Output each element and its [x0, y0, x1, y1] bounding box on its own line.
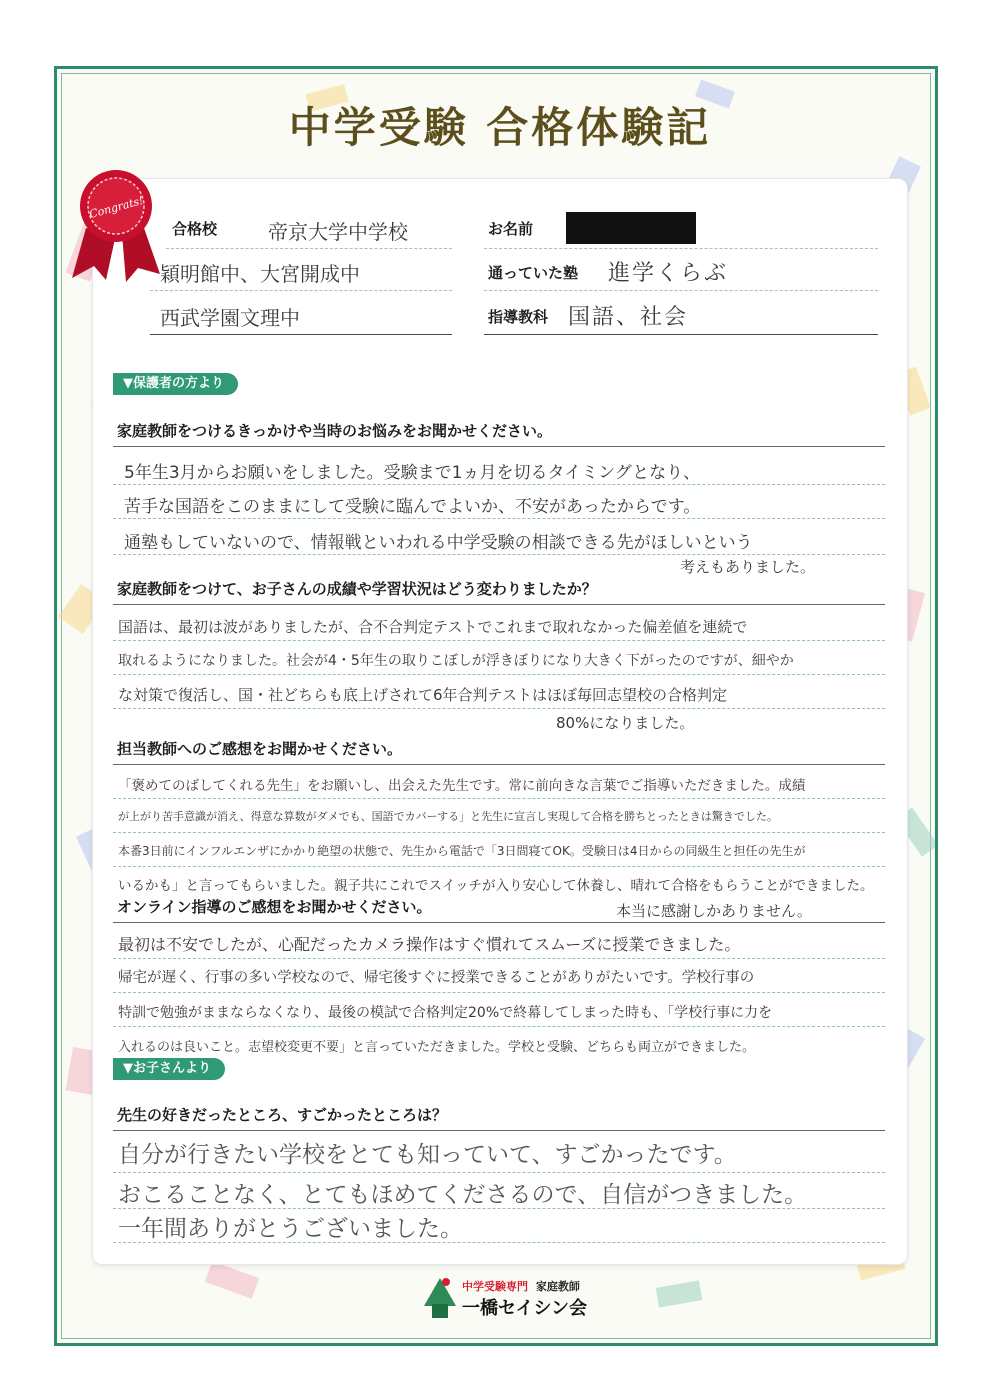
child-question: 先生の好きだったところ、すごかったところは？ [117, 1106, 448, 1124]
answer-2-line-4: 80%になりました。 [556, 714, 695, 732]
redacted-name [566, 212, 696, 244]
question-underline [113, 604, 885, 605]
ribbon-text: Congrats! [87, 193, 145, 221]
answer-1-line-1: 5年生3月からお願いをしました。受験まで1ヵ月を切るタイミングとなり、 [124, 463, 701, 483]
answer-1-line-3: 通塾もしていないので、情報戦といわれる中学受験の相談できる先がほしいという [124, 533, 753, 553]
divider [150, 334, 452, 335]
question-4: オンライン指導のご感想をお聞かせください。 [117, 898, 432, 916]
ruled-line [113, 484, 885, 485]
congrats-ribbon-icon [64, 166, 168, 286]
school-label: 合格校 [172, 220, 218, 238]
juku-label: 通っていた塾 [488, 264, 579, 282]
answer-4-line-2: 帰宅が遅く、行事の多い学校なので、帰宅後すぐに授業できることがありがたいです。学校行事の [118, 970, 755, 986]
question-3: 担当教師へのご感想をお聞かせください。 [117, 740, 403, 758]
ruled-line [113, 1208, 885, 1209]
ruled-line [113, 832, 885, 833]
ruled-line [113, 798, 885, 799]
juku-value: 進学くらぶ [608, 261, 729, 286]
child-answer-line-3: 一年間ありがとうございました。 [118, 1216, 463, 1242]
question-underline [113, 446, 885, 447]
tree-logo-icon [420, 1276, 460, 1320]
question-underline [113, 764, 885, 765]
footer-tagline [462, 1278, 580, 1294]
answer-4-line-1: 最初は不安でしたが、心配だったカメラ操作はすぐ慣れてスムーズに授業できました。 [118, 935, 741, 954]
divider [166, 248, 452, 249]
footer-tagline-black: 家庭教師 [535, 1280, 580, 1293]
ruled-line [113, 554, 885, 555]
ruled-line [113, 866, 885, 867]
school-line-1: 帝京大学中学校 [268, 220, 408, 244]
school-line-3: 西武学園文理中 [160, 306, 300, 330]
ruled-line [113, 1026, 885, 1027]
ruled-line [113, 958, 885, 959]
subject-value: 国語、社会 [568, 305, 689, 330]
answer-3-line-4: いるかも」と言ってもらいました。親子共にこれでスイッチが入り安心して休養し、晴れて合格をもらうことができました。 [118, 878, 874, 894]
question-1: 家庭教師をつけるきっかけや当時のお悩みをお聞かせください。 [117, 422, 553, 440]
parent-section-tag: ▼保護者の方より [113, 373, 238, 395]
footer-tagline-red: 中学受験専門 [462, 1280, 528, 1293]
answer-3-line-3: 本番3日前にインフルエンザにかかり絶望の状態で、先生から電話で「3日間寝てOK。受験日は4日からの同級生と担任の先生が [118, 844, 806, 858]
ruled-line [113, 992, 885, 993]
question-underline [113, 922, 885, 923]
ruled-line [113, 1242, 885, 1243]
answer-2-line-3: な対策で復活し、国・社どちらも底上げされて6年合判テストはほぼ毎回志望校の合格判定 [118, 686, 727, 704]
answer-4-line-4: 入れるのは良いこと。志望校変更不要」と言っていただきました。学校と受験、どちらも両立ができました。 [118, 1040, 756, 1055]
divider [484, 290, 878, 291]
answer-2-line-1: 国語は、最初は波がありましたが、合不合判定テストでこれまで取れなかった偏差値を連続で [118, 618, 748, 636]
name-label: お名前 [488, 220, 534, 238]
child-answer-line-1: 自分が行きたい学校をとても知っていて、すごかったです。 [118, 1142, 737, 1168]
answer-2-line-2: 取れるようになりました。社会が4・5年生の取りこぼしが浮きぼりになり大きく下がったのですが、細やか [118, 653, 794, 669]
divider [484, 248, 878, 249]
ruled-line [113, 674, 885, 675]
answer-1-line-4: 考えもありました。 [680, 558, 816, 576]
child-section-tag: ▼お子さんより [113, 1058, 225, 1080]
question-2: 家庭教師をつけて、お子さんの成績や学習状況はどう変わりましたか？ [117, 580, 597, 598]
content-card [92, 178, 908, 1265]
school-line-2: 穎明館中、大宮開成中 [160, 262, 360, 286]
answer-3-line-1: 「褒めてのばしてくれる先生」をお願いし、出会えた先生です。常に前向きな言葉でご指導いただきました。成績 [118, 778, 806, 794]
ruled-line [113, 708, 885, 709]
ruled-line [113, 518, 885, 519]
ruled-line [113, 640, 885, 641]
answer-3-line-2: が上がり苦手意識が消え、得意な算数がダメでも、国語でカバーする」と先生に宣言し実現して合格を勝ちとったときは驚きでした。 [118, 810, 778, 823]
answer-4-line-3: 特訓で勉強がままならなくなり、最後の模試で合格判定20%で終幕してしまった時も、「学校行事に力を [118, 1005, 773, 1021]
footer-company: 一橋セイシン会 [462, 1298, 588, 1319]
ruled-line [113, 1172, 885, 1173]
child-answer-line-2: おこることなく、とてもほめてくださるので、自信がつきました。 [118, 1182, 808, 1208]
page-title: 中学受験 合格体験記 [288, 103, 712, 152]
answer-1-line-2: 苦手な国語をこのままにして受験に臨んでよいか、不安があったからです。 [124, 497, 701, 517]
answer-3-line-5: 本当に感謝しかありません。 [616, 902, 812, 920]
subject-label: 指導教科 [488, 308, 549, 326]
question-underline [113, 1130, 885, 1131]
divider [150, 290, 452, 291]
divider [484, 334, 878, 335]
